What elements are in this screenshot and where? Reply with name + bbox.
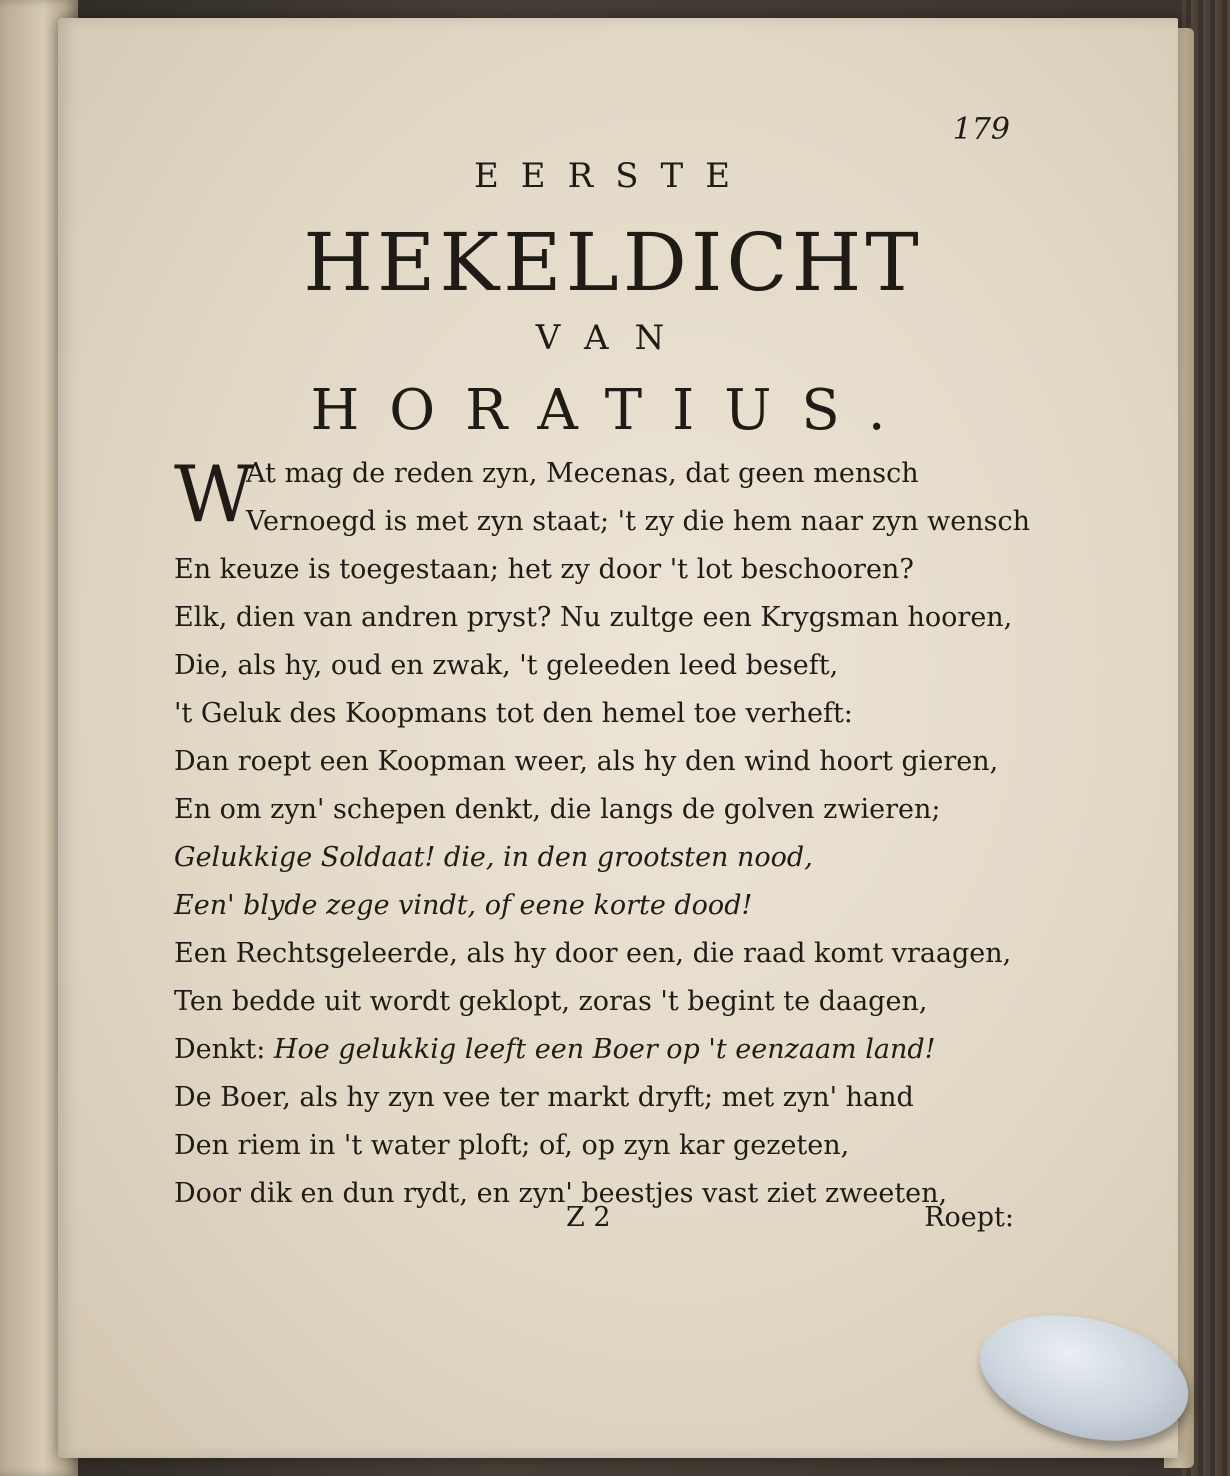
poem-line: Den riem in 't water ploft; of, op zyn kar gezeten,: [174, 1130, 850, 1161]
poem-line: Dan roept een Koopman weer, als hy den wind hoort gieren,: [174, 746, 999, 777]
title-eerste: EERSTE: [473, 156, 753, 196]
poem-text: [174, 450, 1030, 1218]
page-number: 179: [952, 112, 1010, 147]
poem-line: Die, als hy, oud en zwak, 't geleeden leed beseft,: [174, 650, 839, 681]
title-horatius: HORATIUS.: [310, 378, 916, 443]
poem-line: [174, 1026, 1014, 1074]
page-footer: [174, 1202, 1014, 1246]
signature-mark: Z 2: [566, 1202, 611, 1233]
poem-line-italic: Gelukkige Soldaat! die, in den grootsten nood,: [174, 842, 813, 873]
poem-line: Door dik en dun rydt, en zyn' beestjes vast ziet zweeten,: [174, 1178, 948, 1209]
title-hekeldicht: HEKELDICHT: [303, 216, 923, 309]
poem-line: Vernoegd is met zyn staat; 't zy die hem naar zyn wensch: [246, 506, 1030, 537]
catchword: Roept:: [924, 1202, 1014, 1233]
poem-line: Elk, dien van andren pryst? Nu zultge een Krygsman hooren,: [174, 602, 1013, 633]
drop-cap-initial: W: [174, 450, 255, 540]
poem-line: En keuze is toegestaan; het zy door 't lot beschooren?: [174, 554, 914, 585]
poem-line: At mag de reden zyn, Mecenas, dat geen mensch: [246, 458, 919, 489]
poem-line: Ten bedde uit wordt geklopt, zoras 't begint te daagen,: [174, 986, 928, 1017]
poem-line-italic: Een' blyde zege vindt, of eene korte dood!: [174, 890, 753, 921]
poem-line-lead: Denkt:: [174, 1034, 266, 1065]
poem-line: Een Rechtsgeleerde, als hy door een, die raad komt vraagen,: [174, 938, 1012, 969]
book-page: [58, 18, 1178, 1458]
poem-line: En om zyn' schepen denkt, die langs de golven zwieren;: [174, 794, 941, 825]
poem-line-italic-quote: Hoe gelukkig leeft een Boer op 't eenzaam land!: [273, 1034, 936, 1065]
poem-line: De Boer, als hy zyn vee ter markt dryft; met zyn' hand: [174, 1082, 914, 1113]
poem-line: 't Geluk des Koopmans tot den hemel toe verheft:: [174, 698, 853, 729]
title-van: VAN: [535, 318, 691, 358]
